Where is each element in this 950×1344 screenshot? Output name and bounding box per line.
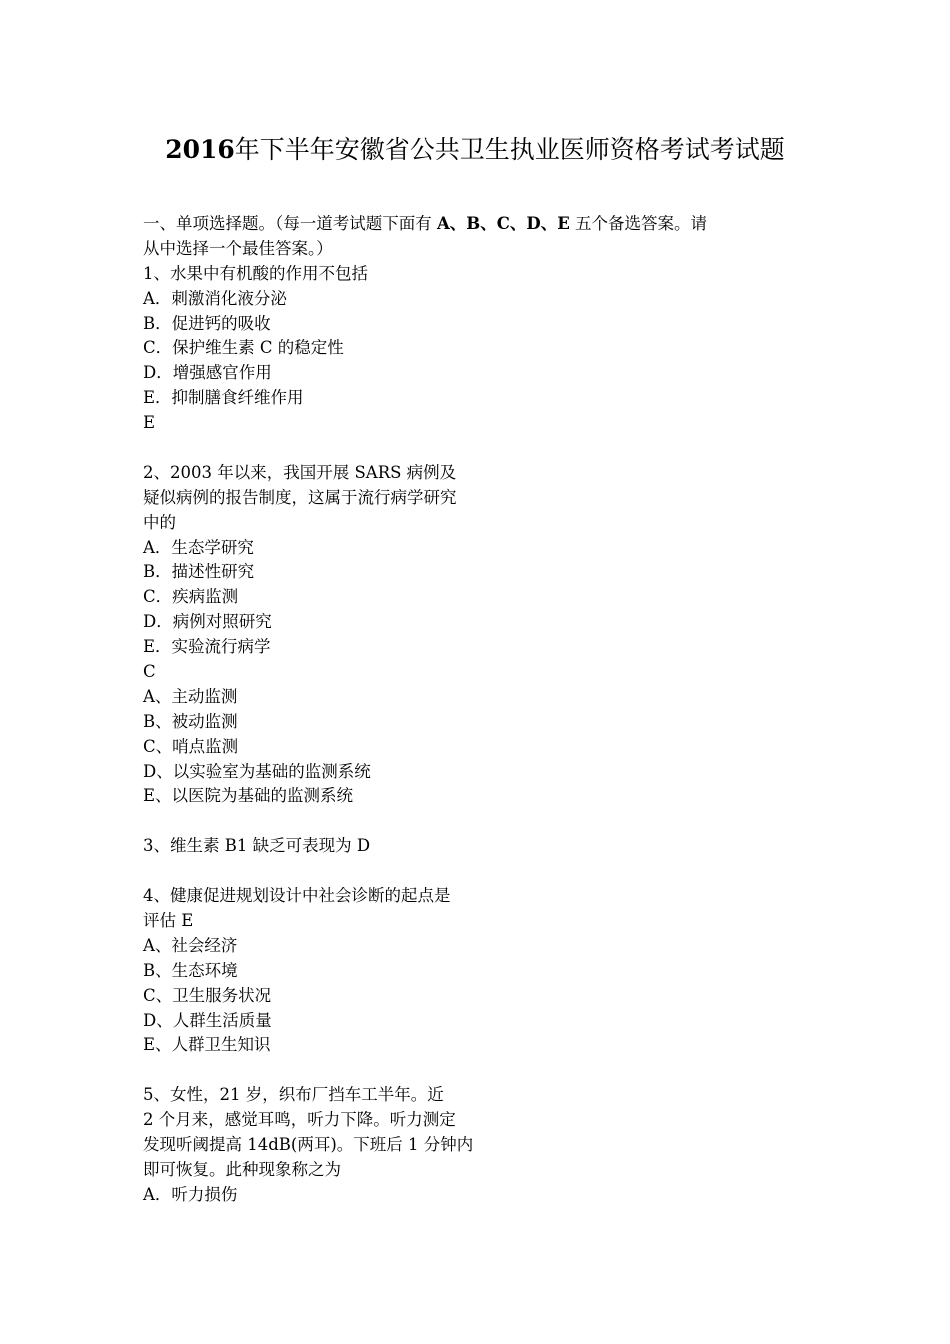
question-stem: 3、维生素 B1 缺乏可表现为 D <box>143 836 371 856</box>
question-option: A、社会经济 <box>143 935 238 955</box>
spacer <box>143 436 823 461</box>
intro-options: A、B、C、D、E <box>437 214 570 233</box>
question-extra-option: A、主动监测 <box>143 686 238 706</box>
question-option: A．刺激消化液分泌 <box>143 288 287 308</box>
question-stem: 中的 <box>143 512 176 532</box>
page-title <box>0 134 950 166</box>
question-stem: 发现听阈提高 14dB(两耳)。下班后 1 分钟内 <box>143 1134 474 1154</box>
question-option: A．生态学研究 <box>143 537 254 557</box>
question-stem: 评估 E <box>143 910 194 930</box>
spacer <box>143 1058 823 1083</box>
question-extra-option: B、被动监测 <box>143 711 238 731</box>
question-option: D．病例对照研究 <box>143 612 272 632</box>
spacer <box>143 859 823 884</box>
question-2 <box>143 461 823 809</box>
question-stem: 2 个月来，感觉耳鸣，听力下降。听力测定 <box>143 1110 456 1130</box>
question-stem: 疑似病例的报告制度，这属于流行病学研究 <box>143 487 457 507</box>
question-stem: 即可恢复。此种现象称之为 <box>143 1159 341 1179</box>
document-body <box>143 212 823 1208</box>
spacer <box>143 809 823 834</box>
intro-text-b: 五个备选答案。请 <box>569 214 708 233</box>
question-5 <box>143 1083 823 1207</box>
question-option: B．描述性研究 <box>143 562 255 582</box>
question-option: C、卫生服务状况 <box>143 985 272 1005</box>
question-stem: 4、健康促进规划设计中社会诊断的起点是 <box>143 886 451 906</box>
question-answer: C <box>143 662 156 682</box>
question-option: A．听力损伤 <box>143 1184 238 1204</box>
question-option: B．促进钙的吸收 <box>143 313 271 333</box>
question-option: C．保护维生素 C 的稳定性 <box>143 338 344 358</box>
question-extra-option: E、以医院为基础的监测系统 <box>143 786 354 806</box>
question-4 <box>143 884 823 1058</box>
question-extra-option: C、哨点监测 <box>143 736 239 756</box>
question-option: E、人群卫生知识 <box>143 1035 271 1055</box>
title-text: 年下半年安徽省公共卫生执业医师资格考试考试题 <box>234 135 785 164</box>
question-option: E．抑制膳食纤维作用 <box>143 388 304 408</box>
question-stem: 2、2003 年以来，我国开展 SARS 病例及 <box>143 462 457 482</box>
section-intro-line-2: 从中选择一个最佳答案。） <box>143 238 333 258</box>
question-option: D、人群生活质量 <box>143 1010 272 1030</box>
intro-text-a: 一、单项选择题。（每一道考试题下面有 <box>143 214 437 233</box>
question-extra-option: D、以实验室为基础的监测系统 <box>143 761 371 781</box>
question-answer: E <box>143 413 156 433</box>
section-intro-line-1 <box>143 212 823 237</box>
question-stem: 1、水果中有机酸的作用不包括 <box>143 263 368 283</box>
question-1 <box>143 262 823 436</box>
question-option: E．实验流行病学 <box>143 637 271 657</box>
question-stem: 5、女性，21 岁，织布厂挡车工半年。近 <box>143 1085 444 1105</box>
question-3 <box>143 834 823 859</box>
question-option: C．疾病监测 <box>143 587 239 607</box>
title-year: 2016 <box>165 135 235 164</box>
question-option: B、生态环境 <box>143 960 238 980</box>
question-option: D．增强感官作用 <box>143 363 272 383</box>
